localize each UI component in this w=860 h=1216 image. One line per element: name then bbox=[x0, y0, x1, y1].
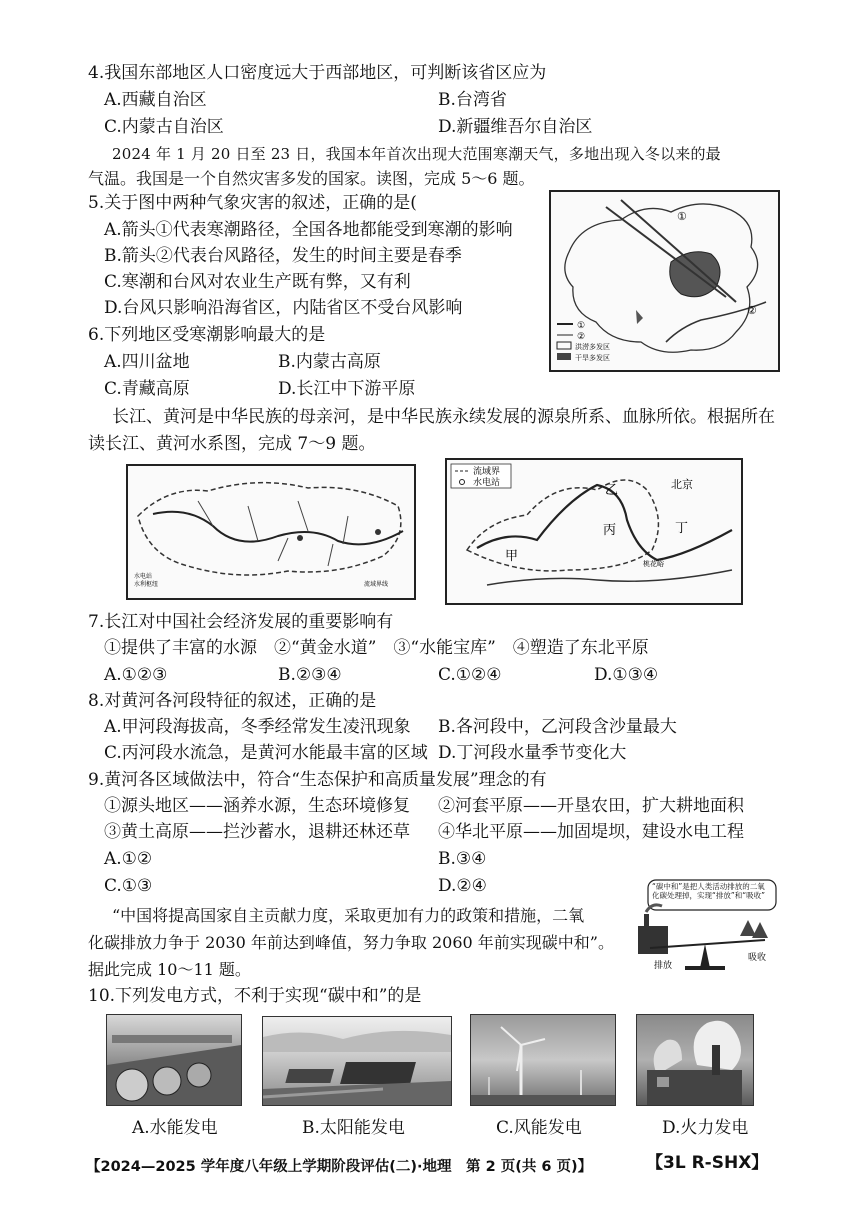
segment-ding: 丁 bbox=[675, 521, 689, 536]
station-label: 桃花峪 bbox=[643, 560, 664, 568]
yangtze-legend-1: 水电站 bbox=[134, 573, 153, 580]
intro-5-6-line1: 2024 年 1 月 20 日至 23 日，我国本年首次出现大范围寒潮天气，多地出现入冬以来的最 bbox=[112, 145, 721, 163]
yangtze-legend-2: 水利枢纽 bbox=[134, 581, 159, 588]
yangtze-map-drawing bbox=[128, 466, 414, 598]
q9-option-c[interactable]: C.①③ bbox=[104, 876, 153, 896]
carbon-absorb-label: 吸收 bbox=[748, 953, 767, 963]
q10-stem: 10.下列发电方式，不利于实现“碳中和”的是 bbox=[88, 986, 422, 1006]
intro-7-9-line1: 长江、黄河是中华民族的母亲河，是中华民族永续发展的源泉所系、血脉所依。根据所在 bbox=[112, 407, 775, 427]
q7-option-b[interactable]: B.②③④ bbox=[278, 665, 342, 685]
q7-statements: ①提供了丰富的水源 ②“黄金水道” ③“水能宝库” ④塑造了东北平原 bbox=[104, 638, 649, 658]
q6-option-c[interactable]: C.青藏高原 bbox=[104, 379, 190, 399]
intro-10-11-line3: 据此完成 10～11 题。 bbox=[88, 960, 251, 979]
intro-7-9-line2: 读长江、黄河水系图，完成 7～9 题。 bbox=[88, 434, 376, 454]
q6-option-a[interactable]: A.四川盆地 bbox=[104, 352, 190, 372]
q4-stem: 4.我国东部地区人口密度远大于西部地区，可判断该省区应为 bbox=[88, 63, 547, 83]
hydro-power-photo[interactable] bbox=[106, 1014, 242, 1106]
q8-option-a[interactable]: A.甲河段海拔高，冬季经常发生凌汛现象 bbox=[104, 717, 411, 737]
q8-option-d[interactable]: D.丁河段水量季节变化大 bbox=[438, 743, 627, 763]
q4-option-d[interactable]: D.新疆维吾尔自治区 bbox=[438, 117, 593, 137]
legend-arrow-2: ② bbox=[577, 332, 586, 342]
disaster-map bbox=[549, 190, 780, 372]
yangtze-legend-3: 流域界线 bbox=[364, 581, 389, 588]
q5-option-d[interactable]: D.台风只影响沿海省区，内陆省区不受台风影响 bbox=[104, 298, 463, 318]
legend-drought: 干旱多发区 bbox=[575, 354, 610, 362]
q4-option-a[interactable]: A.西藏自治区 bbox=[104, 90, 207, 110]
q7-option-a[interactable]: A.①②③ bbox=[104, 665, 168, 685]
yellow-river-map bbox=[445, 458, 743, 605]
thermal-power-photo[interactable] bbox=[636, 1014, 754, 1106]
carbon-illustration-drawing bbox=[630, 878, 780, 978]
legend-arrow-1: ① bbox=[577, 321, 586, 331]
q8-option-b[interactable]: B.各河段中，乙河段含沙量最大 bbox=[438, 717, 677, 737]
yellow-legend-2: 水电站 bbox=[473, 478, 501, 488]
wind-power-photo[interactable] bbox=[470, 1014, 616, 1106]
page-footer: 【2024—2025 学年度八年级上学期阶段评估(二)·地理 第 2 页(共 6 页)】 bbox=[86, 1159, 593, 1175]
arrow-1-label: ① bbox=[677, 210, 687, 223]
city-beijing: 北京 bbox=[671, 478, 693, 491]
yellow-legend-1: 流域界 bbox=[473, 467, 501, 477]
intro-5-6-line2: 气温。我国是一个自然灾害多发的国家。读图，完成 5～6 题。 bbox=[88, 169, 535, 188]
q10-option-d[interactable]: D.火力发电 bbox=[662, 1118, 749, 1138]
q9-option-b[interactable]: B.③④ bbox=[438, 849, 487, 869]
carbon-neutral-illustration bbox=[630, 878, 780, 978]
q5-stem: 5.关于图中两种气象灾害的叙述，正确的是( bbox=[88, 193, 417, 213]
intro-10-11-line1: “中国将提高国家自主贡献力度，采取更加有力的政策和措施，二氧 bbox=[112, 906, 585, 925]
solar-photo-drawing bbox=[263, 1017, 451, 1105]
carbon-emit-label: 排放 bbox=[654, 961, 673, 971]
q7-option-c[interactable]: C.①②④ bbox=[438, 665, 502, 685]
q6-stem: 6.下列地区受寒潮影响最大的是 bbox=[88, 325, 326, 345]
q10-option-c[interactable]: C.风能发电 bbox=[496, 1118, 582, 1138]
q6-option-b[interactable]: B.内蒙古高原 bbox=[278, 352, 381, 372]
q9-statement-3: ③黄土高原——拦沙蓄水，退耕还林还草 bbox=[104, 822, 410, 842]
exam-code: 【3L R-SHX】 bbox=[646, 1153, 769, 1173]
thermal-photo-drawing bbox=[637, 1015, 753, 1105]
q4-option-c[interactable]: C.内蒙古自治区 bbox=[104, 117, 224, 137]
segment-yi: 乙 bbox=[605, 483, 619, 498]
q6-option-d[interactable]: D.长江中下游平原 bbox=[278, 379, 416, 399]
q7-stem: 7.长江对中国社会经济发展的重要影响有 bbox=[88, 612, 394, 632]
yellow-river-map-drawing bbox=[447, 460, 741, 603]
q8-option-c[interactable]: C.丙河段水流急，是黄河水能最丰富的区域 bbox=[104, 743, 428, 763]
q5-option-a[interactable]: A.箭头①代表寒潮路径，全国各地都能受到寒潮的影响 bbox=[104, 220, 513, 240]
q9-stem: 9.黄河各区域做法中，符合“生态保护和高质量发展”理念的有 bbox=[88, 770, 547, 790]
q9-statement-4: ④华北平原——加固堤坝，建设水电工程 bbox=[438, 822, 744, 842]
q5-option-b[interactable]: B.箭头②代表台风路径，发生的时间主要是春季 bbox=[104, 246, 462, 266]
q9-option-d[interactable]: D.②④ bbox=[438, 876, 487, 896]
carbon-bubble-text: “碳中和”是把人类活动排放的二氧化碳处理掉，实现“排放”和“吸收” bbox=[652, 882, 766, 900]
arrow-2-label: ② bbox=[747, 304, 757, 317]
yangtze-map bbox=[126, 464, 416, 600]
intro-10-11-line2: 化碳排放力争于 2030 年前达到峰值，努力争取 2060 年前实现碳中和”。 bbox=[88, 933, 614, 952]
q9-statement-2: ②河套平原——开垦农田，扩大耕地面积 bbox=[438, 796, 744, 816]
q9-option-a[interactable]: A.①② bbox=[104, 849, 153, 869]
wind-photo-drawing bbox=[471, 1015, 615, 1105]
segment-bing: 丙 bbox=[603, 523, 617, 538]
q5-option-c[interactable]: C.寒潮和台风对农业生产既有弊，又有利 bbox=[104, 272, 411, 292]
q10-option-b[interactable]: B.太阳能发电 bbox=[302, 1118, 405, 1138]
hydro-photo-drawing bbox=[107, 1015, 241, 1105]
q9-statement-1: ①源头地区——涵养水源，生态环境修复 bbox=[104, 796, 410, 816]
q7-option-d[interactable]: D.①③④ bbox=[594, 665, 659, 685]
solar-power-photo[interactable] bbox=[262, 1016, 452, 1106]
q10-option-a[interactable]: A.水能发电 bbox=[132, 1118, 218, 1138]
q4-option-b[interactable]: B.台湾省 bbox=[438, 90, 507, 110]
segment-jia: 甲 bbox=[505, 549, 519, 564]
legend-flood: 洪涝多发区 bbox=[575, 343, 610, 351]
disaster-map-drawing bbox=[551, 192, 778, 370]
q8-stem: 8.对黄河各河段特征的叙述，正确的是 bbox=[88, 691, 377, 711]
